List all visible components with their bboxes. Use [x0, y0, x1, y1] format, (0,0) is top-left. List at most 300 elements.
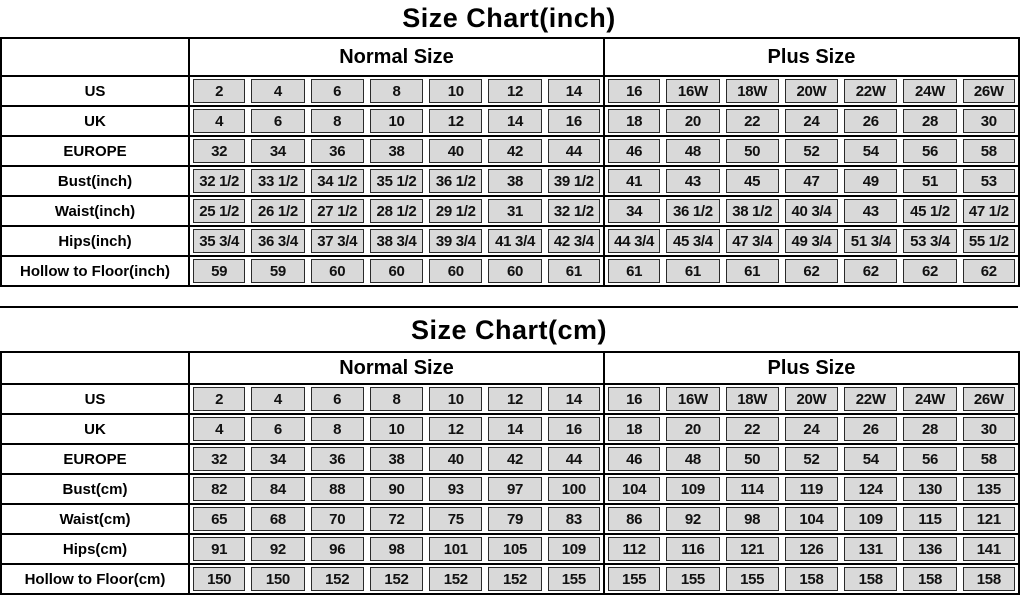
size-cell [663, 76, 722, 106]
size-value: 39 1/2 [548, 169, 600, 193]
table-row [1, 226, 1019, 256]
size-value: 41 [608, 169, 660, 193]
size-value: 4 [193, 417, 245, 441]
size-value: 16W [666, 387, 719, 411]
size-value: 62 [844, 259, 897, 283]
row-label: Hollow to Floor(inch) [1, 256, 189, 286]
size-cell [604, 414, 663, 444]
size-cell [841, 166, 900, 196]
size-cell [545, 196, 604, 226]
size-cell [663, 136, 722, 166]
size-value: 12 [488, 387, 541, 411]
size-cell [604, 504, 663, 534]
size-value: 38 3/4 [370, 229, 423, 253]
size-value: 8 [370, 387, 423, 411]
size-value: 60 [488, 259, 541, 283]
size-cell [248, 76, 307, 106]
size-value: 152 [311, 567, 364, 591]
table-row [1, 196, 1019, 226]
size-value: 109 [666, 477, 719, 501]
size-cell [485, 444, 544, 474]
size-cell [841, 76, 900, 106]
size-cell [900, 166, 959, 196]
size-cell [604, 166, 663, 196]
size-value: 58 [963, 139, 1015, 163]
size-value: 26 [844, 417, 897, 441]
row-label: Bust(cm) [1, 474, 189, 504]
size-value: 33 1/2 [251, 169, 304, 193]
size-cell [723, 474, 782, 504]
size-cell [604, 196, 663, 226]
size-cell [189, 166, 248, 196]
size-cell [248, 414, 307, 444]
size-cell [545, 166, 604, 196]
size-cell [485, 504, 544, 534]
size-cell [308, 76, 367, 106]
size-cell [841, 474, 900, 504]
size-value: 32 [193, 139, 245, 163]
size-value: 47 3/4 [726, 229, 779, 253]
row-label: US [1, 384, 189, 414]
size-cell [723, 504, 782, 534]
size-value: 48 [666, 447, 719, 471]
size-cell [782, 136, 841, 166]
size-value: 18W [726, 387, 779, 411]
size-value: 20W [785, 79, 838, 103]
size-cell [485, 534, 544, 564]
size-cell [485, 474, 544, 504]
size-value: 116 [666, 537, 719, 561]
size-cell [663, 534, 722, 564]
size-value: 20 [666, 417, 719, 441]
size-cell [900, 136, 959, 166]
size-value: 10 [429, 79, 482, 103]
size-value: 46 [608, 139, 660, 163]
size-cell [426, 504, 485, 534]
size-value: 25 1/2 [193, 199, 245, 223]
size-cell [900, 226, 959, 256]
size-cell [189, 106, 248, 136]
size-value: 136 [903, 537, 956, 561]
size-value: 60 [311, 259, 364, 283]
size-cell [604, 534, 663, 564]
size-cell [663, 226, 722, 256]
size-cell [367, 256, 426, 286]
size-value: 92 [251, 537, 304, 561]
size-value: 38 1/2 [726, 199, 779, 223]
size-cell [248, 166, 307, 196]
size-value: 10 [370, 417, 423, 441]
size-cell [960, 256, 1019, 286]
size-cell [960, 474, 1019, 504]
size-cell [308, 474, 367, 504]
size-cell [367, 136, 426, 166]
size-cell [782, 76, 841, 106]
size-cell [308, 504, 367, 534]
size-cell [189, 414, 248, 444]
size-value: 4 [251, 387, 304, 411]
size-cell [782, 106, 841, 136]
size-value: 24W [903, 79, 956, 103]
size-cell [545, 256, 604, 286]
row-label: Hips(cm) [1, 534, 189, 564]
size-cell [308, 256, 367, 286]
size-value: 16W [666, 79, 719, 103]
size-value: 68 [251, 507, 304, 531]
size-cell [900, 474, 959, 504]
size-cell [663, 106, 722, 136]
size-cell [308, 534, 367, 564]
size-value: 4 [193, 109, 245, 133]
size-cell [545, 76, 604, 106]
size-value: 27 1/2 [311, 199, 364, 223]
size-cell [367, 76, 426, 106]
size-cell [782, 226, 841, 256]
size-value: 61 [666, 259, 719, 283]
size-cell [485, 166, 544, 196]
size-value: 32 1/2 [193, 169, 245, 193]
size-value: 152 [370, 567, 423, 591]
size-cell [248, 384, 307, 414]
size-value: 36 1/2 [429, 169, 482, 193]
size-value: 83 [548, 507, 600, 531]
size-cell [248, 564, 307, 594]
size-value: 115 [903, 507, 956, 531]
size-cell [367, 106, 426, 136]
size-cell [545, 384, 604, 414]
size-value: 150 [251, 567, 304, 591]
size-cell [545, 504, 604, 534]
size-value: 2 [193, 79, 245, 103]
size-value: 158 [785, 567, 838, 591]
size-value: 121 [963, 507, 1015, 531]
size-cell [960, 384, 1019, 414]
size-cell [723, 256, 782, 286]
size-cell [841, 564, 900, 594]
size-cell [960, 166, 1019, 196]
page-title-inch: Size Chart(inch) [402, 3, 616, 33]
size-cell [723, 564, 782, 594]
size-value: 97 [488, 477, 541, 501]
size-cell [960, 534, 1019, 564]
size-value: 22W [844, 79, 897, 103]
size-value: 49 3/4 [785, 229, 838, 253]
size-value: 34 [251, 447, 304, 471]
size-cell [308, 564, 367, 594]
size-value: 109 [844, 507, 897, 531]
size-cell [485, 384, 544, 414]
size-cell [367, 166, 426, 196]
size-value: 43 [844, 199, 897, 223]
size-cell [545, 444, 604, 474]
size-cell [723, 384, 782, 414]
size-cell [960, 76, 1019, 106]
size-cell [782, 256, 841, 286]
size-cell [545, 414, 604, 444]
size-cell [841, 414, 900, 444]
size-cell [308, 414, 367, 444]
size-cell [248, 474, 307, 504]
size-value: 84 [251, 477, 304, 501]
row-label: UK [1, 414, 189, 444]
size-value: 61 [548, 259, 600, 283]
size-value: 49 [844, 169, 897, 193]
normal-size-header: Normal Size [189, 38, 604, 76]
size-value: 55 1/2 [963, 229, 1015, 253]
size-cell [248, 226, 307, 256]
size-cell [663, 564, 722, 594]
corner-cell [1, 352, 189, 384]
size-cell [841, 136, 900, 166]
size-value: 12 [429, 109, 482, 133]
size-value: 6 [251, 109, 304, 133]
size-cell [308, 196, 367, 226]
size-cell [960, 136, 1019, 166]
size-cell [248, 106, 307, 136]
size-cell [782, 474, 841, 504]
row-label: UK [1, 106, 189, 136]
size-value: 155 [608, 567, 660, 591]
size-value: 150 [193, 567, 245, 591]
size-value: 65 [193, 507, 245, 531]
size-cell [782, 444, 841, 474]
section-header-row [1, 352, 1019, 384]
size-value: 42 3/4 [548, 229, 600, 253]
size-value: 22W [844, 387, 897, 411]
size-cell [248, 444, 307, 474]
size-cell [900, 76, 959, 106]
size-value: 34 [608, 199, 660, 223]
table-row [1, 534, 1019, 564]
size-cell [367, 474, 426, 504]
size-value: 86 [608, 507, 660, 531]
size-value: 56 [903, 447, 956, 471]
size-cell [663, 256, 722, 286]
size-cell [367, 414, 426, 444]
size-cell [485, 564, 544, 594]
size-cell [189, 474, 248, 504]
size-value: 22 [726, 109, 779, 133]
size-cell [426, 474, 485, 504]
size-cell [782, 534, 841, 564]
size-cell [782, 196, 841, 226]
size-value: 158 [963, 567, 1015, 591]
size-table-cm [0, 351, 1020, 595]
size-cell [604, 474, 663, 504]
size-cell [723, 226, 782, 256]
table-row [1, 564, 1019, 594]
table-row [1, 106, 1019, 136]
size-cell [367, 226, 426, 256]
size-value: 82 [193, 477, 245, 501]
size-value: 52 [785, 447, 838, 471]
size-cell [900, 504, 959, 534]
size-value: 8 [311, 109, 364, 133]
size-value: 10 [370, 109, 423, 133]
size-cell [663, 504, 722, 534]
size-cell [308, 384, 367, 414]
size-value: 14 [488, 417, 541, 441]
size-value: 130 [903, 477, 956, 501]
size-value: 101 [429, 537, 482, 561]
plus-size-header: Plus Size [604, 352, 1019, 384]
size-cell [782, 166, 841, 196]
size-value: 126 [785, 537, 838, 561]
size-value: 53 3/4 [903, 229, 956, 253]
size-cell [367, 444, 426, 474]
size-value: 61 [608, 259, 660, 283]
size-value: 45 [726, 169, 779, 193]
size-cell [426, 226, 485, 256]
size-value: 42 [488, 447, 541, 471]
size-cell [960, 226, 1019, 256]
size-cell [367, 534, 426, 564]
size-value: 42 [488, 139, 541, 163]
size-value: 16 [608, 79, 660, 103]
size-value: 47 1/2 [963, 199, 1015, 223]
table-row [1, 166, 1019, 196]
size-cell [485, 256, 544, 286]
table-row [1, 256, 1019, 286]
size-value: 43 [666, 169, 719, 193]
size-chart-inch-block [0, 0, 1018, 287]
size-value: 38 [488, 169, 541, 193]
size-value: 36 [311, 139, 364, 163]
size-cell [960, 196, 1019, 226]
size-value: 40 [429, 447, 482, 471]
size-value: 135 [963, 477, 1015, 501]
size-cell [426, 76, 485, 106]
size-value: 98 [370, 537, 423, 561]
size-cell [248, 534, 307, 564]
size-value: 26 [844, 109, 897, 133]
size-value: 24 [785, 417, 838, 441]
size-cell [723, 136, 782, 166]
size-value: 24 [785, 109, 838, 133]
size-cell [723, 196, 782, 226]
size-cell [426, 534, 485, 564]
size-value: 26W [963, 79, 1015, 103]
size-value: 44 3/4 [608, 229, 660, 253]
row-label: US [1, 76, 189, 106]
size-value: 28 1/2 [370, 199, 423, 223]
size-cell [900, 534, 959, 564]
size-cell [189, 564, 248, 594]
size-value: 24W [903, 387, 956, 411]
size-cell [485, 136, 544, 166]
size-value: 6 [311, 79, 364, 103]
size-value: 18 [608, 417, 660, 441]
table-row [1, 474, 1019, 504]
size-cell [900, 256, 959, 286]
size-value: 62 [903, 259, 956, 283]
size-value: 8 [370, 79, 423, 103]
size-value: 20 [666, 109, 719, 133]
size-cell [663, 414, 722, 444]
size-value: 16 [548, 417, 600, 441]
size-cell [723, 106, 782, 136]
size-value: 44 [548, 447, 600, 471]
size-cell [960, 564, 1019, 594]
size-cell [545, 106, 604, 136]
size-cell [782, 504, 841, 534]
size-value: 98 [726, 507, 779, 531]
size-value: 32 [193, 447, 245, 471]
size-cell [841, 226, 900, 256]
size-value: 34 [251, 139, 304, 163]
size-value: 54 [844, 139, 897, 163]
table-row [1, 414, 1019, 444]
size-cell [960, 106, 1019, 136]
size-value: 45 1/2 [903, 199, 956, 223]
size-cell [900, 564, 959, 594]
size-cell [426, 166, 485, 196]
size-value: 155 [548, 567, 600, 591]
size-value: 141 [963, 537, 1015, 561]
row-label: Hollow to Floor(cm) [1, 564, 189, 594]
size-value: 36 [311, 447, 364, 471]
size-value: 62 [785, 259, 838, 283]
page-title-cm: Size Chart(cm) [410, 315, 608, 345]
size-value: 44 [548, 139, 600, 163]
size-value: 22 [726, 417, 779, 441]
size-cell [485, 226, 544, 256]
size-value: 62 [963, 259, 1015, 283]
size-cell [604, 226, 663, 256]
size-value: 18W [726, 79, 779, 103]
size-value: 52 [785, 139, 838, 163]
size-value: 70 [311, 507, 364, 531]
size-cell [723, 76, 782, 106]
size-value: 60 [429, 259, 482, 283]
size-value: 6 [251, 417, 304, 441]
size-value: 28 [903, 417, 956, 441]
size-value: 96 [311, 537, 364, 561]
size-value: 48 [666, 139, 719, 163]
size-cell [426, 256, 485, 286]
size-cell [308, 166, 367, 196]
size-value: 104 [608, 477, 660, 501]
size-value: 53 [963, 169, 1015, 193]
table-row [1, 136, 1019, 166]
size-cell [782, 564, 841, 594]
size-value: 38 [370, 447, 423, 471]
size-value: 51 3/4 [844, 229, 897, 253]
size-cell [426, 414, 485, 444]
size-value: 47 [785, 169, 838, 193]
size-value: 60 [370, 259, 423, 283]
size-value: 14 [548, 79, 600, 103]
size-value: 88 [311, 477, 364, 501]
size-table-inch [0, 37, 1020, 287]
size-cell [426, 444, 485, 474]
size-cell [485, 196, 544, 226]
size-value: 45 3/4 [666, 229, 719, 253]
size-value: 72 [370, 507, 423, 531]
size-cell [426, 196, 485, 226]
size-cell [189, 444, 248, 474]
size-value: 20W [785, 387, 838, 411]
size-cell [723, 166, 782, 196]
size-cell [841, 504, 900, 534]
size-value: 12 [429, 417, 482, 441]
size-cell [960, 504, 1019, 534]
size-value: 152 [429, 567, 482, 591]
size-cell [663, 474, 722, 504]
size-value: 158 [844, 567, 897, 591]
size-value: 37 3/4 [311, 229, 364, 253]
size-value: 75 [429, 507, 482, 531]
